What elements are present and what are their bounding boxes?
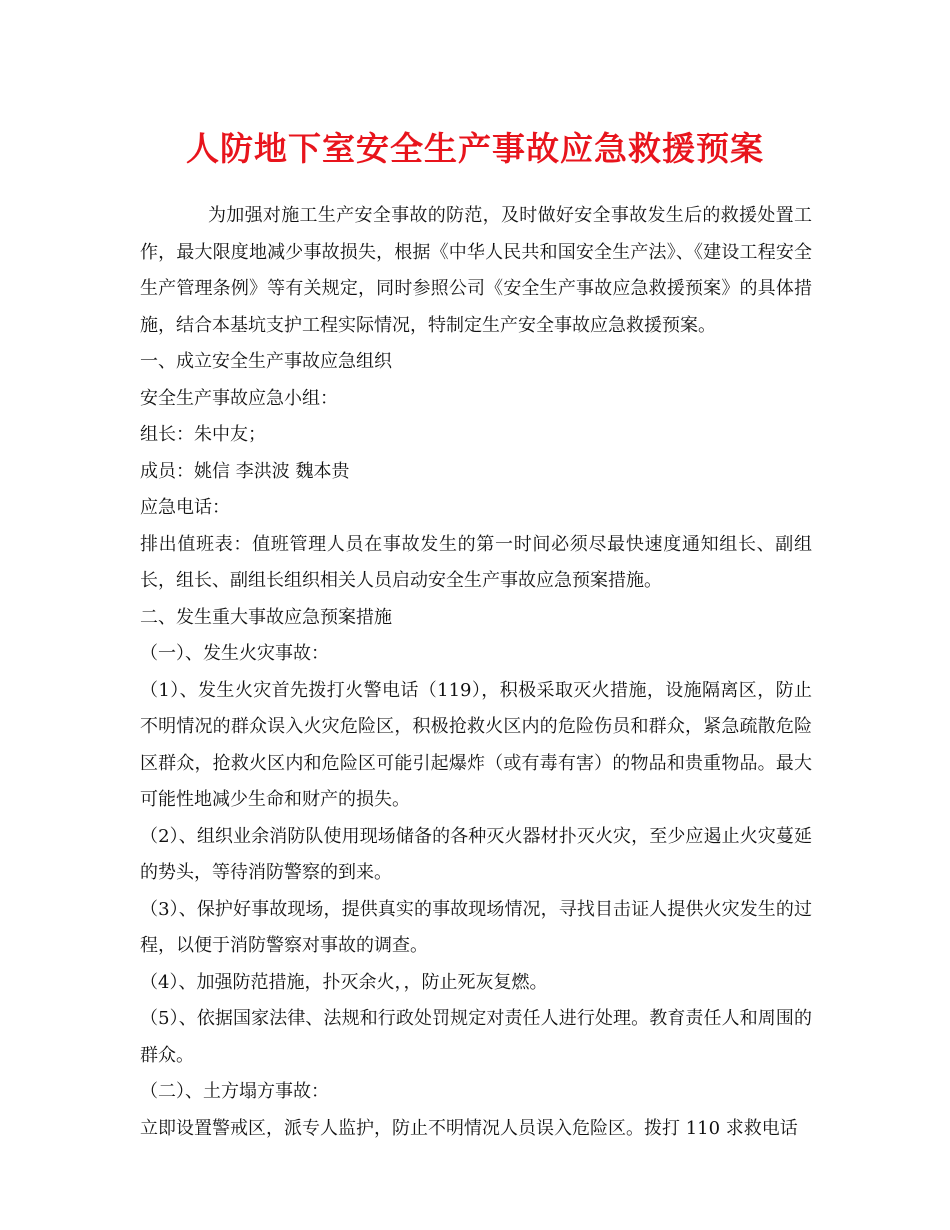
fire-step-3: （3）、保护好事故现场，提供真实的事故现场情况，寻找目击证人提供火灾发生的过程，以便于消防警察对事故的调查。 xyxy=(140,898,812,956)
fire-step-1: （1）、发生火灾首先拨打火警电话（119），积极采取灭火措施，设施隔离区，防止不明情况的群众误入火灾危险区，积极抢救火区内的危险伤员和群众，紧急疏散危险区群众，抢救火区内和危险区可能引起爆炸（或有毒有害）的物品和贵重物品。最大可能性地减少生命和财产的损失。 xyxy=(140,679,812,810)
subsection-collapse: （二）、土方塌方事故： xyxy=(140,1081,329,1102)
duty-schedule-paragraph: 排出值班表：值班管理人员在事故发生的第一时间必须尽最快速度通知组长、副组长，组长、副组长组织相关人员启动安全生产事故应急预案措施。 xyxy=(140,533,812,591)
group-members: 成员：姚信 李洪波 魏本贵 xyxy=(140,460,350,482)
fire-step-4: （4）、加强防范措施，扑灭余火，，防止死灰复燃。 xyxy=(140,971,548,993)
section-heading-2: 二、发生重大事故应急预案措施 xyxy=(140,606,392,628)
emergency-group-label: 安全生产事故应急小组： xyxy=(140,387,338,409)
intro-paragraph: 为加强对施工生产安全事故的防范，及时做好安全事故发生后的救援处置工作，最大限度地减少事故损失，根据《中华人民共和国安全生产法》、《建设工程安全生产管理条例》等有关规定，同时参照公司《安全生产事故应急救援预案》的具体措施，结合本基坑支护工程实际情况，特制定生产安全事故应急救援预案。 xyxy=(140,205,812,336)
group-leader: 组长：朱中友； xyxy=(140,424,266,445)
fire-step-2: （2）、组织业余消防队使用现场储备的各种灭火器材扑灭火灾，至少应遏止火灾蔓延的势头，等待消防警察的到来。 xyxy=(140,825,812,883)
document-body xyxy=(140,198,812,1147)
emergency-phone: 应急电话： xyxy=(140,497,230,518)
collapse-paragraph: 立即设置警戒区，派专人监护，防止不明情况人员误入危险区。拨打 110 求救电话 xyxy=(140,1117,798,1139)
document-title: 人防地下室安全生产事故应急救援预案 xyxy=(186,129,764,168)
section-heading-1: 一、成立安全生产事故应急组织 xyxy=(140,351,392,372)
fire-step-5: （5）、依据国家法律、法规和行政处罚规定对责任人进行处理。教育责任人和周围的群众。 xyxy=(140,1008,812,1066)
subsection-fire: （一）、发生火灾事故： xyxy=(140,643,329,664)
